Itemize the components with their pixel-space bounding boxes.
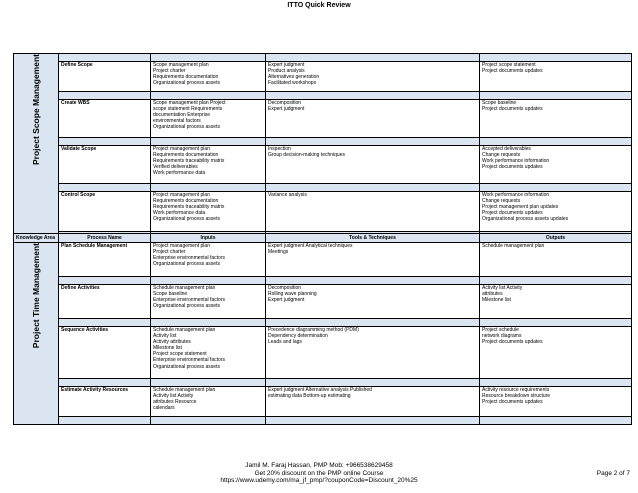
cell-line: Activity list Activity [482, 285, 523, 291]
cell-line: environmental factors [153, 118, 201, 125]
cell-line: Project documents updates [482, 68, 543, 75]
cell-line: Requirements documentation [153, 198, 219, 205]
cell-line: Project scope statement [153, 351, 207, 358]
cell-line: Product analysis [268, 68, 305, 75]
cell-line: Inspection [268, 146, 291, 152]
spacer-row [14, 54, 632, 62]
cell-line: Milestone list [153, 345, 182, 352]
cell-line: Variance analysis [268, 192, 307, 198]
cell-line: Organizational process assets [153, 261, 220, 268]
header-inputs: Inputs [151, 234, 266, 243]
column-header-row [14, 234, 632, 243]
cell-line: Project management plan [153, 146, 210, 152]
cell-line: Scope baseline [482, 100, 517, 106]
cell-line: Scope management plan [153, 62, 209, 68]
tools-cell [266, 327, 480, 379]
cell-line: Enterprise environmental factors [153, 255, 225, 262]
cell-line: Change requests [482, 198, 521, 205]
cell-line: Decomposition [268, 285, 302, 291]
inputs-cell [151, 100, 266, 138]
cell-line: Expert judgment [268, 106, 305, 113]
process-name: Define Scope [59, 62, 151, 92]
table-row [14, 192, 632, 232]
spacer-row [14, 138, 632, 146]
area-cell-time [14, 243, 59, 425]
process-name: Create WBS [59, 100, 151, 138]
area-cell-scope [14, 54, 59, 234]
outputs-cell [480, 62, 632, 92]
cell-line: Activity attributes [153, 339, 191, 346]
page-title: ITTO Quick Review [287, 2, 351, 9]
area-label-scope: Project Scope Management [30, 54, 41, 166]
header-process-name: Process Name [59, 234, 151, 243]
outputs-cell [480, 243, 632, 277]
cell-line: Project charter [153, 68, 186, 75]
outputs-cell [480, 192, 632, 232]
table-row [14, 243, 632, 277]
cell-line: Facilitated workshops [268, 80, 317, 87]
cell-line: Milestone list [482, 297, 511, 304]
cell-line: estimating data Bottom-up estimating [268, 393, 351, 400]
outputs-cell [480, 387, 632, 417]
cell-line: Precedence diagramming method (PDM) [268, 327, 359, 333]
table-row [14, 387, 632, 417]
tools-cell [266, 62, 480, 92]
cell-line: Project schedule [482, 327, 519, 333]
header-outputs: Outputs [480, 234, 632, 243]
spacer-row [14, 319, 632, 327]
cell-line: Project charter [153, 249, 186, 256]
outputs-cell [480, 285, 632, 319]
cell-line: Organizational process assets [153, 124, 220, 131]
process-name: Define Activities [59, 285, 151, 319]
cell-line: Activity list [153, 333, 177, 340]
spacer-row [14, 184, 632, 192]
cell-line: Work performance information [482, 158, 550, 165]
cell-line: Scope management plan Project [153, 100, 226, 106]
cell-line: Organizational process assets [153, 216, 220, 223]
cell-line: Project documents updates [482, 106, 543, 113]
cell-line: Requirements traceability matrix [153, 158, 225, 165]
cell-line: Organizational process assets [153, 363, 220, 370]
inputs-cell [151, 192, 266, 232]
process-name: Plan Schedule Management [59, 243, 151, 277]
process-name: Sequence Activities [59, 327, 151, 379]
cell-line: Project documents updates [482, 399, 543, 406]
cell-line: Requirements documentation [153, 152, 219, 159]
cell-line: Alternatives generation [268, 74, 320, 81]
cell-line: Project documents updates [482, 164, 543, 171]
cell-line: Schedule management plan [153, 387, 216, 393]
spacer-row [14, 379, 632, 387]
process-name: Control Scope [59, 192, 151, 232]
itto-table [13, 53, 632, 425]
cell-line: Expert judgment Alternative analysis Published [268, 387, 372, 393]
cell-line: Enterprise environmental factors [153, 357, 225, 364]
cell-line: Work performance data [153, 210, 206, 217]
cell-line: Organizational process assets [153, 303, 220, 310]
cell-line: Decomposition [268, 100, 302, 106]
cell-line: Activity resource requirements [482, 387, 550, 393]
footer-author: Jamil M. Faraj Hassan, PMP Mob: +966538629458 [245, 462, 393, 469]
outputs-cell [480, 146, 632, 184]
table-row [14, 285, 632, 319]
process-name: Estimate Activity Resources [59, 387, 151, 417]
cell-line: Expert judgment [268, 62, 305, 68]
process-name: Validate Scope [59, 146, 151, 184]
cell-line: calendars [153, 405, 175, 412]
footer-discount: Get 20% discount on the PMP online Course [254, 469, 384, 477]
cell-line: Project scope statement [482, 62, 536, 68]
cell-line: Schedule management plan [482, 243, 545, 249]
cell-line: scope statement Requirements [153, 106, 223, 113]
cell-line: documentation Enterprise [153, 112, 210, 119]
cell-line: Schedule management plan [153, 285, 216, 291]
tools-cell [266, 387, 480, 417]
footer-course-link[interactable]: https://www.udemy.com/ma_jf_pmp/?couponCode=Discount_20%25 [220, 477, 418, 485]
cell-line: Verified deliverables [153, 164, 198, 171]
table-row [14, 100, 632, 138]
cell-line: Resource breakdown structure [482, 393, 551, 400]
cell-line: Group decision-making techniques [268, 152, 345, 159]
cell-line: Work performance data [153, 170, 206, 177]
cell-line: Dependency determination [268, 333, 328, 340]
footer [160, 462, 478, 485]
cell-line: attributes [482, 291, 503, 298]
cell-line: Organizational process assets updates [482, 216, 569, 223]
tools-cell [266, 192, 480, 232]
cell-line: network diagrams [482, 333, 522, 340]
cell-line: Organizational process assets [153, 80, 220, 87]
spacer-row [14, 92, 632, 100]
cell-line: attributes Resource [153, 399, 197, 406]
area-label-time: Project Time Management [30, 243, 41, 349]
tools-cell [266, 100, 480, 138]
inputs-cell [151, 62, 266, 92]
cell-line: Enterprise environmental factors [153, 297, 225, 304]
inputs-cell [151, 327, 266, 379]
tools-cell [266, 285, 480, 319]
table-row [14, 62, 632, 92]
cell-line: Expert judgment Analytical techniques [268, 243, 353, 249]
header-knowledge-area: Knowledge Area [14, 234, 59, 243]
cell-line: Project management plan [153, 192, 210, 198]
inputs-cell [151, 146, 266, 184]
cell-line: Accepted deliverables [482, 146, 531, 152]
outputs-cell [480, 327, 632, 379]
tools-cell [266, 146, 480, 184]
cell-line: Leads and lags [268, 339, 302, 346]
table-row [14, 327, 632, 379]
header-tools: Tools & Techniques [266, 234, 480, 243]
inputs-cell [151, 243, 266, 277]
cell-line: Activity list Activity [153, 393, 194, 400]
cell-line: Requirements traceability matrix [153, 204, 225, 211]
cell-line: Change requests [482, 152, 521, 159]
cell-line: Project documents updates [482, 339, 543, 346]
page-number: Page 2 of 7 [596, 470, 630, 477]
cell-line: Project management plan updates [482, 204, 559, 211]
cell-line: Project documents updates [482, 210, 543, 217]
inputs-cell [151, 387, 266, 417]
inputs-cell [151, 285, 266, 319]
cell-line: Project management plan [153, 243, 210, 249]
spacer-row [14, 417, 632, 425]
cell-line: Work performance information [482, 192, 550, 198]
cell-line: Expert judgment [268, 297, 305, 304]
tools-cell [266, 243, 480, 277]
cell-line: Rolling wave planning [268, 291, 317, 298]
cell-line: Schedule management plan [153, 327, 216, 333]
outputs-cell [480, 100, 632, 138]
cell-line: Scope baseline [153, 291, 188, 298]
table-row [14, 146, 632, 184]
cell-line: Requirements documentation [153, 74, 219, 81]
spacer-row [14, 277, 632, 285]
cell-line: Meetings [268, 249, 289, 256]
